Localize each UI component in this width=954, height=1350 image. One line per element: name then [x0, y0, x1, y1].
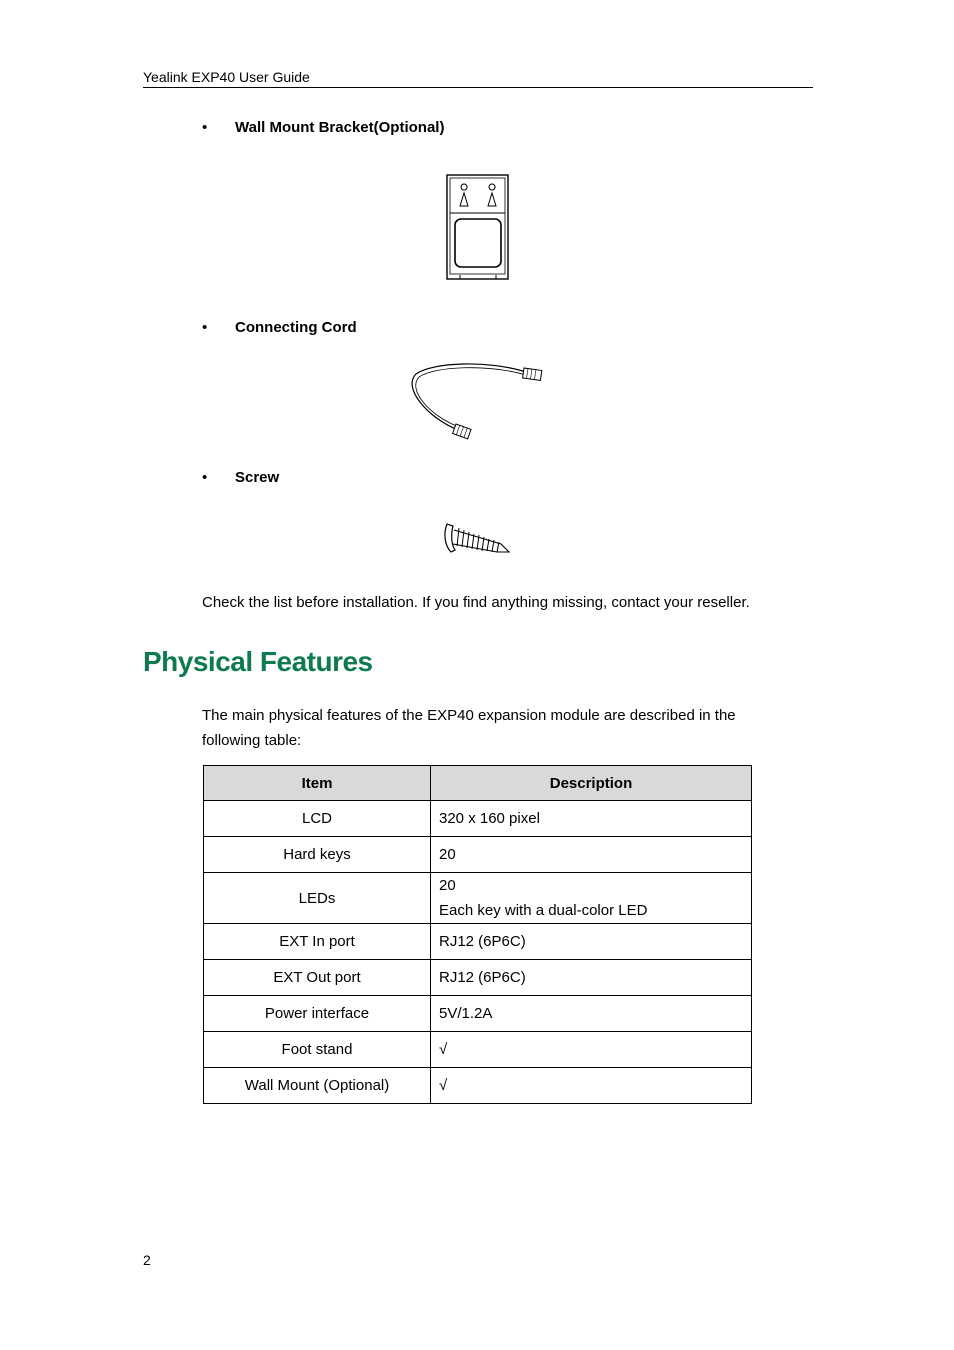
bullet-icon: •: [202, 319, 208, 336]
screw-image: [443, 520, 513, 560]
cell-description: 20 Each key with a dual-color LED: [431, 873, 752, 924]
section-title: Physical Features: [143, 646, 373, 677]
cell-item: LEDs: [204, 873, 431, 924]
list-item-screw: [202, 469, 279, 487]
table-row: [204, 801, 752, 837]
bullet-icon: •: [202, 469, 208, 486]
list-item-wall-mount-bracket: [202, 119, 444, 137]
section-intro: [202, 703, 772, 753]
list-item-label: Wall Mount Bracket(Optional): [235, 119, 445, 136]
list-item-connecting-cord: [202, 319, 357, 337]
table-row: [204, 996, 752, 1032]
check-note: Check the list before installation. If you find anything missing, contact your reseller.: [202, 594, 750, 611]
table-row: [204, 837, 752, 873]
column-header-item: Item: [204, 766, 431, 801]
table-header-row: [204, 766, 752, 801]
cell-description: [431, 1032, 752, 1068]
cell-item: Hard keys: [204, 837, 431, 873]
cell-description: 5V/1.2A: [431, 996, 752, 1032]
column-header-description: Description: [431, 766, 752, 801]
wall-mount-bracket-image: [444, 172, 512, 282]
section-intro-line-1: The main physical features of the EXP40 expansion module are described in the: [202, 707, 736, 724]
cell-item: LCD: [204, 801, 431, 837]
connecting-cord-image: [408, 360, 546, 442]
bullet-icon: •: [202, 119, 208, 136]
features-table: [203, 765, 752, 1104]
cell-item: EXT Out port: [204, 960, 431, 996]
header-title: Yealink EXP40 User Guide: [143, 69, 310, 85]
page-header: [143, 68, 813, 88]
cell-item: Wall Mount (Optional): [204, 1068, 431, 1104]
cell-description: 320 x 160 pixel: [431, 801, 752, 837]
cell-description: [431, 1068, 752, 1104]
table-row: [204, 924, 752, 960]
table-row: [204, 960, 752, 996]
cell-description: RJ12 (6P6C): [431, 924, 752, 960]
cell-description: RJ12 (6P6C): [431, 960, 752, 996]
cell-item: Foot stand: [204, 1032, 431, 1068]
cell-item: Power interface: [204, 996, 431, 1032]
cell-description: 20: [431, 837, 752, 873]
table-row: [204, 1032, 752, 1068]
check-mark-icon: √: [439, 1077, 448, 1094]
table-row: [204, 873, 752, 924]
list-item-label: Connecting Cord: [235, 319, 357, 336]
check-mark-icon: √: [439, 1041, 448, 1058]
list-item-label: Screw: [235, 469, 280, 486]
section-intro-line-2: following table:: [202, 732, 302, 749]
table-row: [204, 1068, 752, 1104]
page-number: 2: [143, 1252, 151, 1268]
cell-item: EXT In port: [204, 924, 431, 960]
